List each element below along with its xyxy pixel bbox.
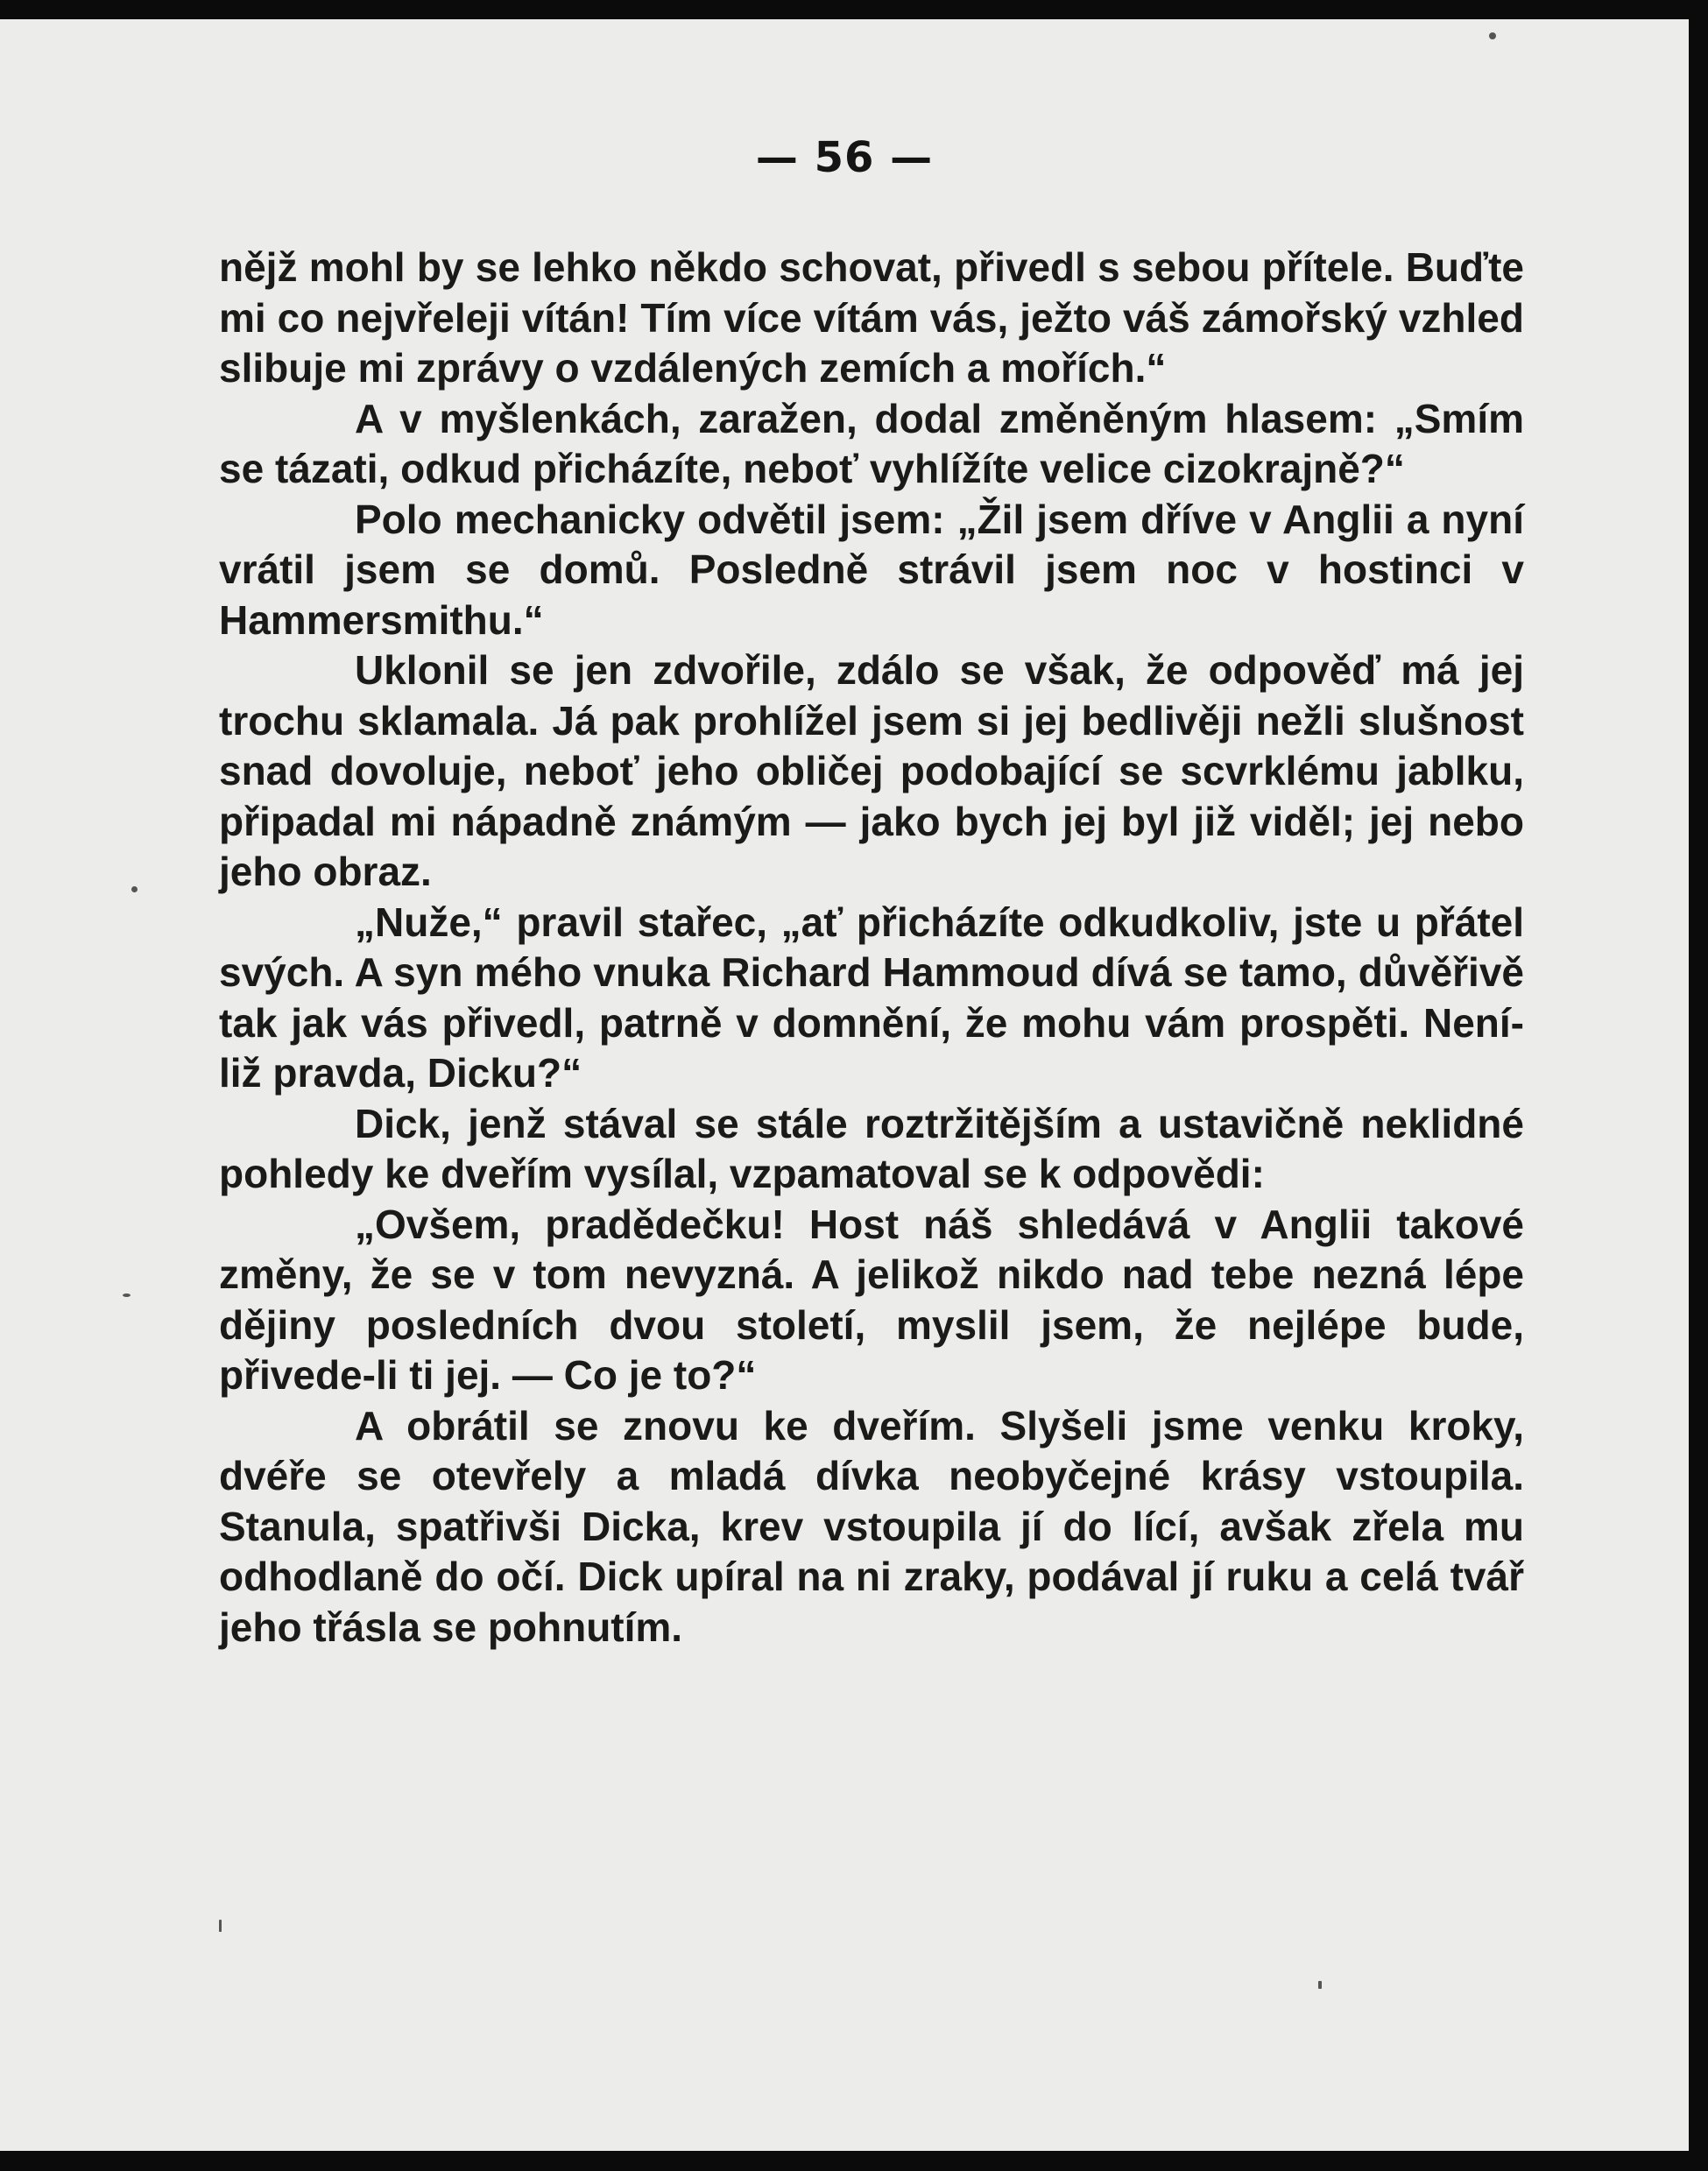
paragraph: Polo mechanicky odvětil jsem: „Žil jsem dříve v Anglii a nyní vrátil jsem se domů. Posledně strávil jsem noc v hostinci v Hammersmithu.“ xyxy=(219,496,1524,643)
print-speck xyxy=(219,1920,222,1932)
paragraph: Dick, jenž stával se stále roztržitějším a ustavičně neklidné pohledy ke dveřím vysílal, vzpamatoval se k odpovědi: xyxy=(219,1100,1524,1196)
print-speck xyxy=(123,1293,131,1297)
paragraph: „Ovšem, pradědečku! Host náš shledává v Anglii takové změny, že se v tom nevyzná. A jelikož nikdo nad tebe nezná lépe dějiny posledních dvou století, myslil jsem, že nejlépe bude, přivede-li ti jej. — Co je to?“ xyxy=(219,1201,1524,1398)
print-speck xyxy=(1318,1981,1322,1989)
paragraph: A v myšlenkách, zaražen, dodal změněným hlasem: „Smím se tázati, odkud přicházíte, neboť vyhlížíte velice cizokrajně?“ xyxy=(219,395,1524,491)
body-text xyxy=(219,243,1524,1653)
paragraph: A obrátil se znovu ke dveřím. Slyšeli jsme venku kroky, dvéře se otevřely a mladá dívka neobyčejné krásy vstoupila. Stanula, spatřivši Dicka, krev vstoupila jí do lící, avšak zřela mu odhodlaně do očí. Dick upíral na ni zraky, podával jí ruku a celá tvář jeho třásla se pohnutím. xyxy=(219,1402,1524,1650)
page-number: — 56 — xyxy=(755,133,934,182)
paragraph: nějž mohl by se lehko někdo schovat, přivedl s sebou přítele. Buďte mi co nejvřeleji vítán! Tím více vítám vás, ježto váš zámořský vzhled slibuje mi zprávy o vzdálených zemích a mořích.“ xyxy=(219,244,1524,391)
paragraph: „Nuže,“ pravil stařec, „ať přicházíte odkudkoliv, jste u přátel svých. A syn mého vnuka Richard Hammoud dívá se tamo, důvěřivě tak jak vás přivedl, patrně v domnění, že mohu vám prospěti. Není-liž pravda, Dicku?“ xyxy=(219,899,1524,1096)
book-page xyxy=(0,19,1689,2151)
paragraph: Uklonil se jen zdvořile, zdálo se však, že odpověď má jej trochu sklamala. Já pak prohlížel jsem si jej bedlivěji nežli slušnost snad dovoluje, neboť jeho obličej podobající se scvrklému jablku, připadal mi nápadně známým — jako bych jej byl již viděl; jej nebo jeho obraz. xyxy=(219,647,1524,894)
print-speck xyxy=(131,886,138,892)
print-speck xyxy=(1489,32,1496,39)
scan-edge xyxy=(1689,0,1708,2171)
